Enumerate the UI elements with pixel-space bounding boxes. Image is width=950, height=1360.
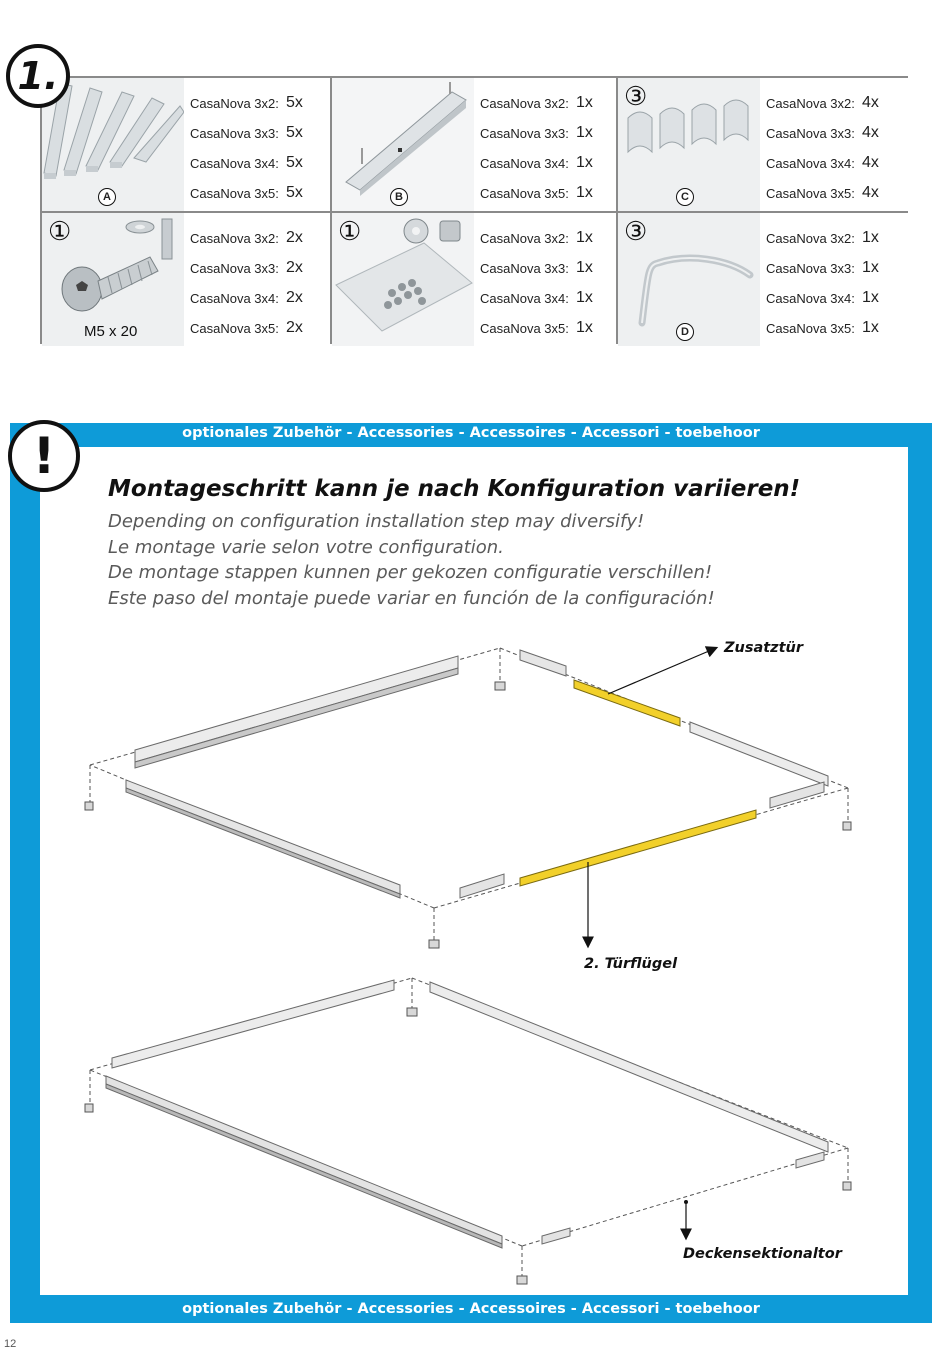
quantity-row: CasaNova 3x5: 1x — [480, 319, 593, 336]
quantity-row: CasaNova 3x5: 1x — [766, 319, 879, 336]
part-cell-a — [42, 78, 330, 211]
warning-line-nl: De montage stappen kunnen per gekozen configuratie verschillen! — [108, 562, 713, 584]
quantity-list — [766, 88, 910, 208]
quantity-row: CasaNova 3x4: 1x — [480, 289, 593, 306]
quantity-row: CasaNova 3x2: 4x — [766, 94, 879, 111]
tool-count-number: ① — [48, 217, 72, 247]
accessories-banner-top: optionales Zubehör - Accessories - Accessoires - Accessori - toebehoor — [182, 425, 760, 441]
warning-line-fr: Le montage varie selon votre configuration. — [108, 536, 504, 558]
step-number-badge — [6, 44, 70, 108]
quantity-row: CasaNova 3x5: 5x — [190, 184, 303, 201]
quantity-row: CasaNova 3x2: 1x — [480, 229, 593, 246]
part-cell-bag — [332, 213, 616, 346]
label-door-leaf: 2. Türflügel — [584, 956, 678, 972]
quantity-list — [480, 223, 616, 343]
quantity-row: CasaNova 3x3: 1x — [480, 124, 593, 141]
part-cell-b — [332, 78, 616, 211]
step-number: 1. — [17, 54, 59, 98]
tool-count-number: ① — [338, 217, 362, 247]
door-leaf-rail — [520, 810, 756, 886]
page-number: 12 — [4, 1338, 17, 1350]
label-extra-door: Zusatztür — [724, 640, 804, 656]
quantity-list — [190, 223, 330, 343]
part-letter-b: B — [390, 188, 408, 206]
quantity-row: CasaNova 3x4: 4x — [766, 154, 879, 171]
parts-table — [40, 76, 908, 344]
warning-translations — [108, 509, 715, 611]
warning-line-en: Depending on configuration installation step may diversify! — [108, 511, 645, 532]
accessories-banner-bottom: optionales Zubehör - Accessories - Accessoires - Accessori - toebehoor — [182, 1301, 760, 1317]
quantity-row: CasaNova 3x5: 1x — [480, 184, 593, 201]
warning-icon: ! — [8, 420, 80, 492]
quantity-row: CasaNova 3x3: 1x — [480, 259, 593, 276]
quantity-row: CasaNova 3x4: 1x — [480, 154, 593, 171]
quantity-row: CasaNova 3x5: 2x — [190, 319, 303, 336]
label-garage-door: Deckensektionaltor — [683, 1246, 842, 1262]
part-cell-c — [618, 78, 910, 211]
quantity-row: CasaNova 3x2: 1x — [480, 94, 593, 111]
warning-line-es: Este paso del montaje puede variar en función de la configuración! — [108, 587, 715, 609]
part-cell-screw — [42, 213, 330, 346]
quantity-row: CasaNova 3x4: 1x — [766, 289, 879, 306]
quantity-row: CasaNova 3x4: 2x — [190, 289, 303, 306]
tool-count-number: ③ — [624, 217, 648, 247]
extra-door-rail — [574, 680, 680, 726]
quantity-row: CasaNova 3x2: 5x — [190, 94, 303, 111]
assembly-diagram — [40, 630, 908, 1295]
quantity-row: CasaNova 3x3: 4x — [766, 124, 879, 141]
quantity-row: CasaNova 3x4: 5x — [190, 154, 303, 171]
quantity-row: CasaNova 3x3: 1x — [766, 259, 879, 276]
part-letter-a: A — [98, 188, 116, 206]
quantity-row: CasaNova 3x2: 1x — [766, 229, 879, 246]
quantity-row: CasaNova 3x3: 5x — [190, 124, 303, 141]
quantity-list — [480, 88, 616, 208]
quantity-row: CasaNova 3x5: 4x — [766, 184, 879, 201]
part-letter-c: C — [676, 188, 694, 206]
quantity-row: CasaNova 3x2: 2x — [190, 229, 303, 246]
warning-heading: Montageschritt kann je nach Konfiguration variieren! — [108, 476, 801, 502]
quantity-list — [190, 88, 330, 208]
part-letter-d: D — [676, 323, 694, 341]
quantity-row: CasaNova 3x3: 2x — [190, 259, 303, 276]
part-cell-d — [618, 213, 910, 346]
tool-count-number: ③ — [624, 82, 648, 112]
screw-size-label: M5 x 20 — [84, 323, 138, 340]
quantity-list — [766, 223, 910, 343]
